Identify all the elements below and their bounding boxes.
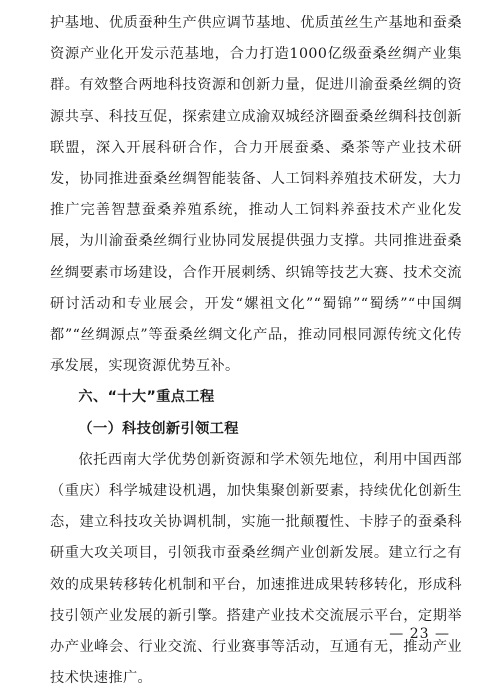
body-paragraph: 依托西南大学优势创新资源和学术领先地位，利用中国西部（重庆）科学城建设机遇，加快集聚创新要素，持续优化创新生态，建立科技攻关协调机制，实施一批颠覆性、卡脖子的蚕桑科研重大攻关项目，引领我市蚕桑丝绸产业创新发展。建立行之有效的成果转移转化机制和平台，加速推进成果转移转化，形成科技引领产业发展的新引擎。搭建产业技术交流展示平台，定期举办产业峰会、行业交流、行业赛事等活动，互通有无，推动产业技术快速推广。 xyxy=(50,451,462,687)
section-heading: 六、“十大”重点工程 xyxy=(78,389,215,406)
subsection-heading: （一）科技创新引领工程 xyxy=(78,420,239,437)
page-number: — 23 — xyxy=(389,626,450,642)
body-paragraph-continued: 护基地、优质蚕种生产供应调节基地、优质茧丝生产基地和蚕桑资源产业化开发示范基地，合力打造1000亿级蚕桑丝绸产业集群。有效整合两地科技资源和创新力量，促进川渝蚕桑丝绸的资源共享、科技互促，探索建立成渝双城经济圈蚕桑丝绸科技创新联盟，深入开展科研合作，合力开展蚕桑、桑茶等产业技术研发，协同推进蚕桑丝绸智能装备、人工饲料养殖技术研发，大力推广完善智慧蚕桑养殖系统，推动人工饲料养蚕技术产业化发展，为川渝蚕桑丝绸行业协同发展提供强力支撑。共同推进蚕桑丝绸要素市场建设，合作开展刺绣、织锦等技艺大赛、技术交流研讨活动和专业展会，开发“嫘祖文化”“蜀锦”“蜀绣”“中国绸都”“丝绸源点”等蚕桑丝绸文化产品，推动同根同源传统文化传承发展，实现资源优势互补。 xyxy=(50,15,462,375)
document-body xyxy=(50,8,462,694)
